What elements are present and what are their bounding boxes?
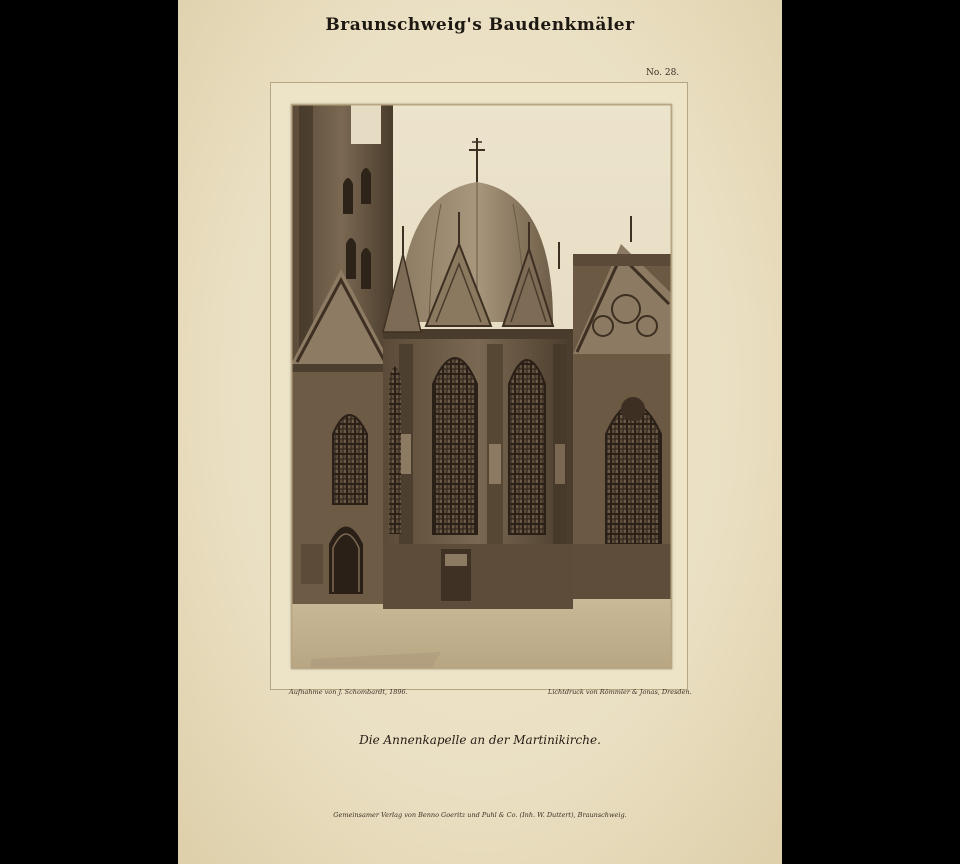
publisher-line: Gemeinsamer Verlag von Benno Goeritz und Puhl & Co. (Inh. W. Duttert), Braunschweig. [333,811,627,819]
book-page [178,0,782,864]
plate-caption: Die Annenkapelle an der Martinikirche. [359,733,601,747]
chapel-photograph [291,104,672,669]
printer-credit: Lichtdruck von Römmler & Jonas, Dresden. [548,688,692,696]
page-title: Braunschweig's Baudenkmäler [325,15,635,35]
photographer-credit: Aufnahme von J. Schombardt, 1896. [289,688,408,696]
plate-number: No. 28. [646,68,680,78]
